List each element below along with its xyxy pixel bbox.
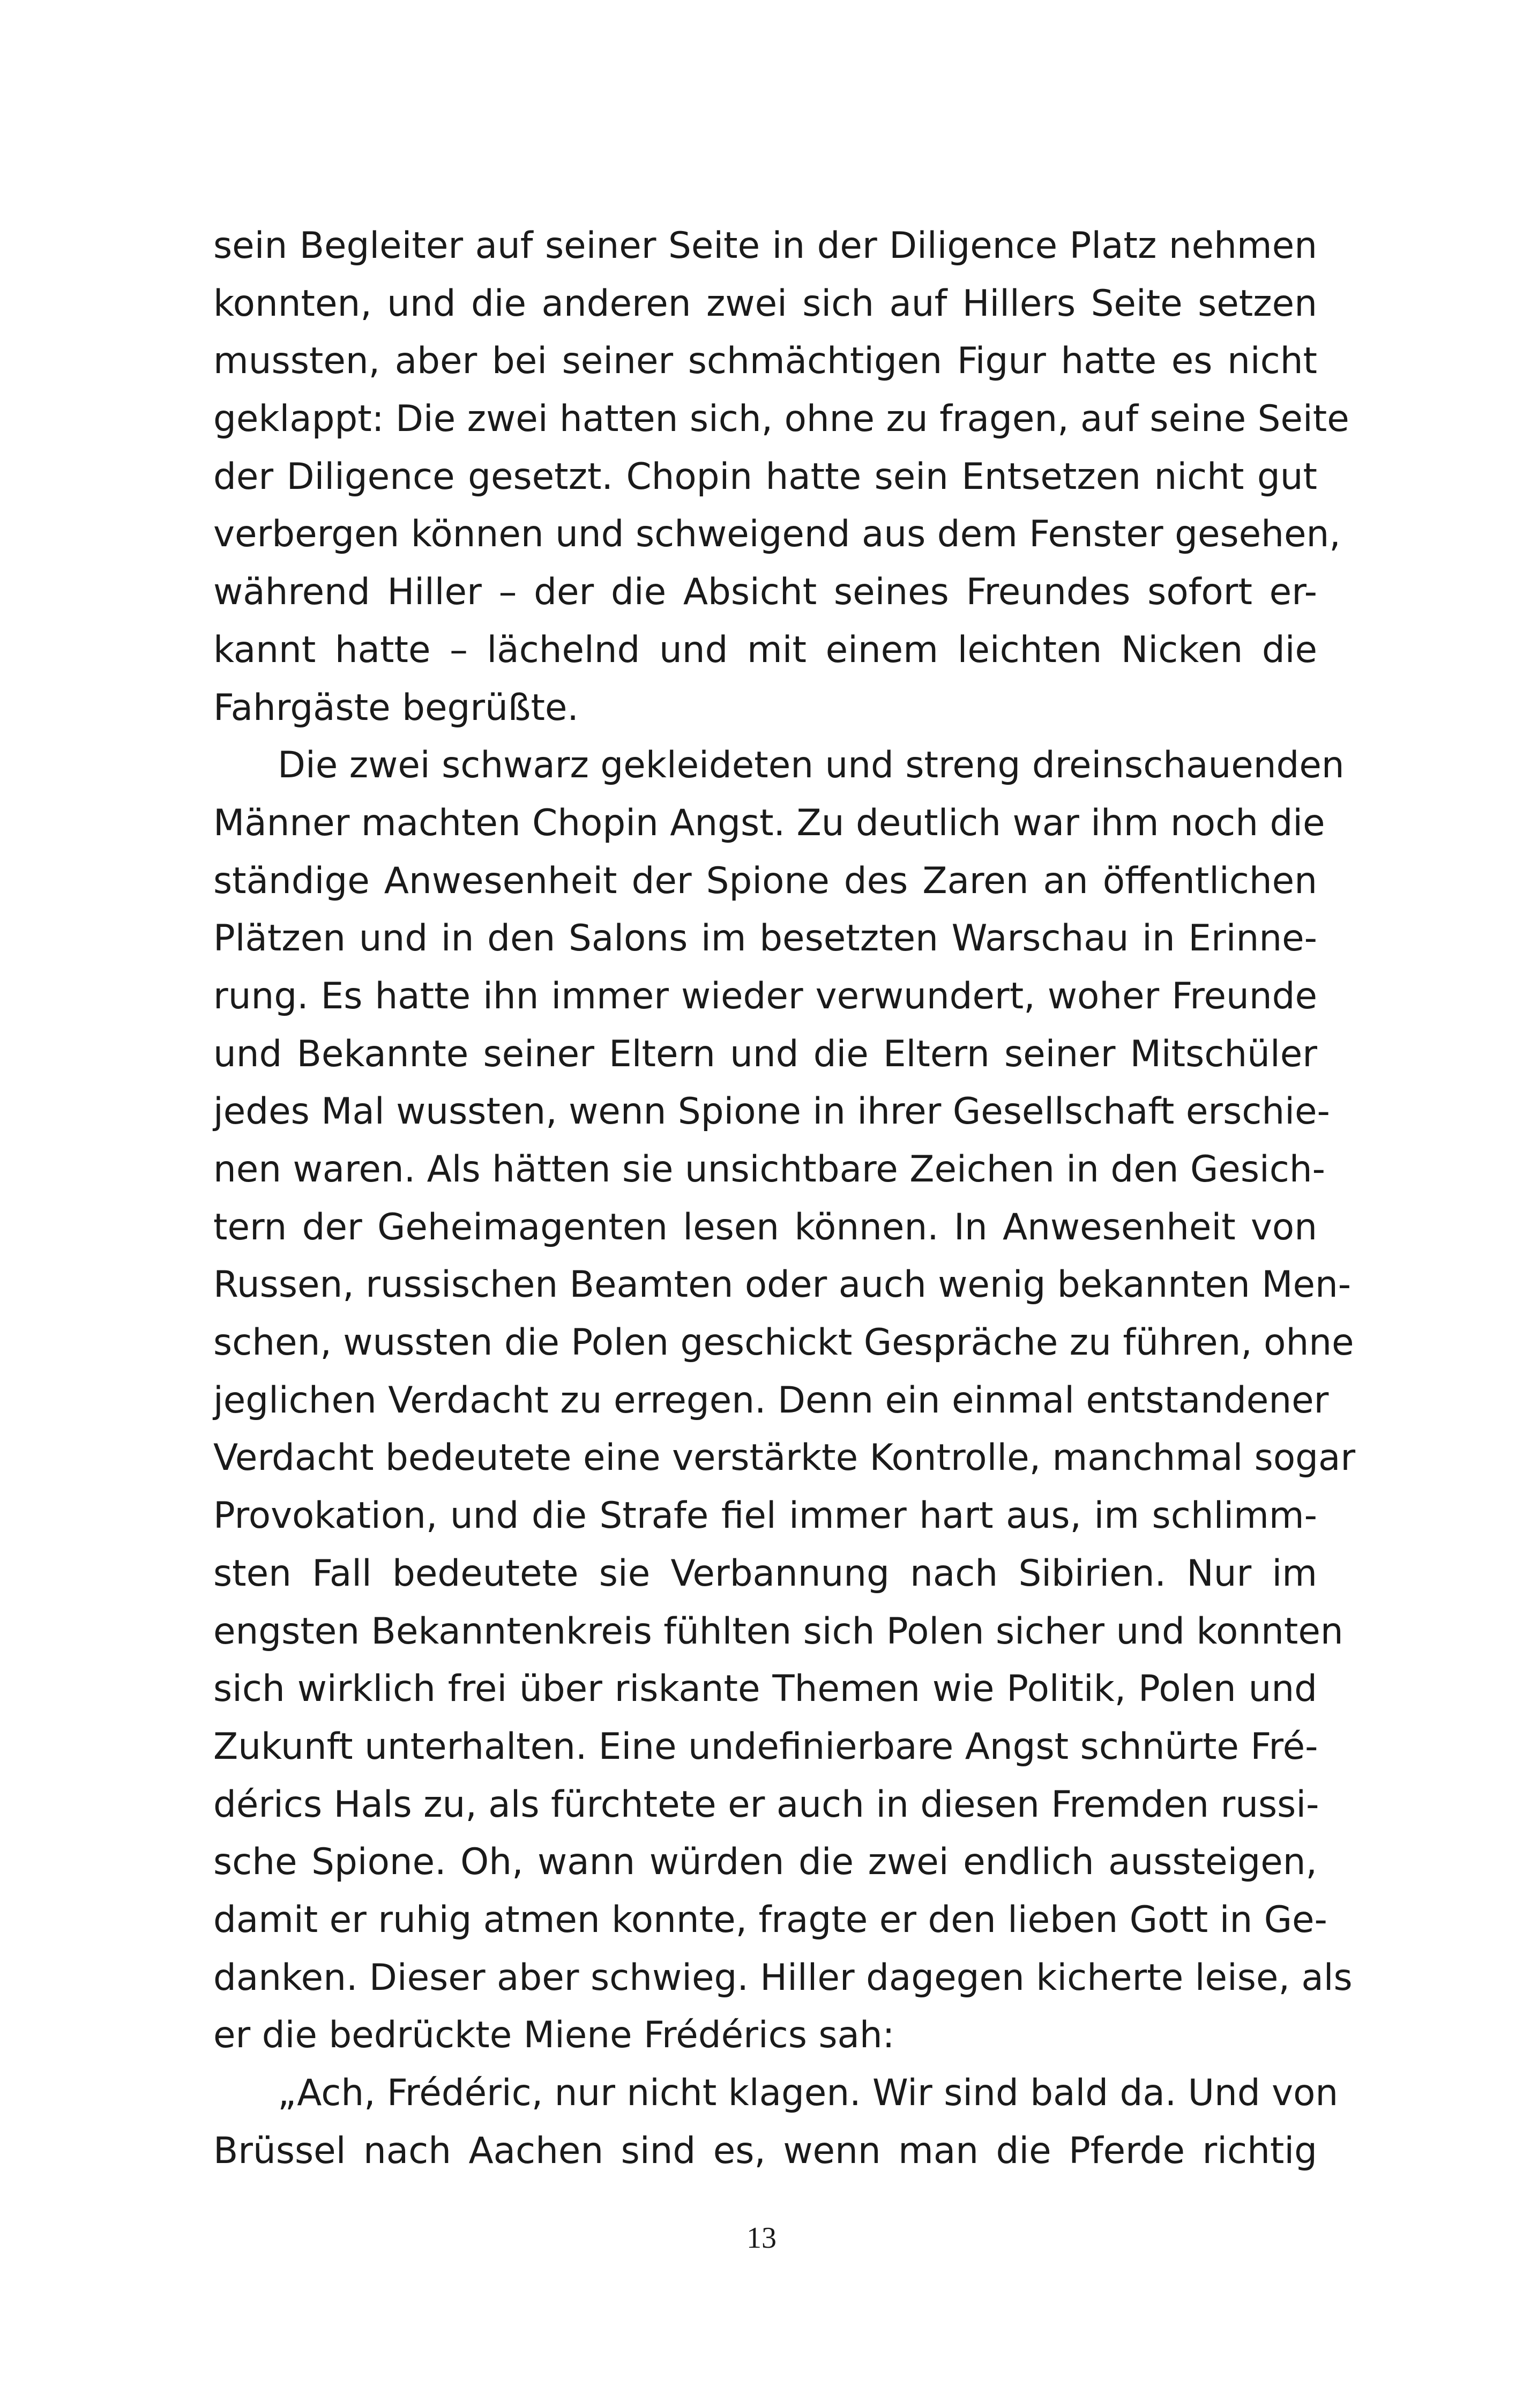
text-line: danken. Dieser aber schwieg. Hiller dagegen kicherte leise, als bbox=[213, 1956, 1353, 1998]
text-line: Provokation, und die Strafe fiel immer hart aus, im schlimm- bbox=[213, 1494, 1317, 1537]
text-line: Verdacht bedeutete eine verstärkte Kontrolle, manchmal sogar bbox=[213, 1436, 1356, 1479]
text-line: damit er ruhig atmen konnte, fragte er den lieben Gott in Ge- bbox=[213, 1898, 1327, 1941]
text-line: geklappt: Die zwei hatten sich, ohne zu fragen, auf seine Seite bbox=[213, 397, 1349, 440]
text-line: und Bekannte seiner Eltern und die Eltern seiner Mitschüler bbox=[213, 1032, 1317, 1075]
text-line: kannt hatte – lächelnd und mit einem leichten Nicken die bbox=[213, 628, 1317, 671]
text-line: sche Spione. Oh, wann würden die zwei endlich aussteigen, bbox=[213, 1840, 1317, 1883]
text-line: engsten Bekanntenkreis fühlten sich Polen sicher und konnten bbox=[213, 1609, 1343, 1652]
paragraph bbox=[213, 2064, 1339, 2179]
text-line: er die bedrückte Miene Frédérics sah: bbox=[213, 2013, 895, 2056]
text-line: konnten, und die anderen zwei sich auf Hillers Seite setzen bbox=[213, 281, 1317, 324]
text-line: ständige Anwesenheit der Spione des Zaren an öffentlichen bbox=[213, 859, 1317, 902]
text-line: Russen, russischen Beamten oder auch wenig bekannten Men- bbox=[213, 1263, 1352, 1306]
paragraph bbox=[213, 736, 1356, 2064]
text-line: rung. Es hatte ihn immer wieder verwundert, woher Freunde bbox=[213, 974, 1317, 1017]
text-line: sein Begleiter auf seiner Seite in der Diligence Platz nehmen bbox=[213, 224, 1317, 266]
paragraph bbox=[213, 217, 1349, 736]
text-line: jedes Mal wussten, wenn Spione in ihrer Gesellschaft erschie- bbox=[213, 1090, 1330, 1133]
text-line: Plätzen und in den Salons im besetzten Warschau in Erinne- bbox=[213, 917, 1317, 960]
text-line: Brüssel nach Aachen sind es, wenn man die Pferde richtig bbox=[213, 2129, 1317, 2172]
text-line: verbergen können und schweigend aus dem Fenster gesehen, bbox=[213, 512, 1341, 555]
text-line: jeglichen Verdacht zu erregen. Denn ein einmal entstandener bbox=[213, 1378, 1329, 1421]
text-line: sten Fall bedeutete sie Verbannung nach Sibirien. Nur im bbox=[213, 1551, 1317, 1594]
text-line: nen waren. Als hätten sie unsichtbare Zeichen in den Gesich- bbox=[213, 1148, 1325, 1190]
text-line: sich wirklich frei über riskante Themen wie Politik, Polen und bbox=[213, 1667, 1317, 1710]
text-line: dérics Hals zu, als fürchtete er auch in diesen Fremden russi- bbox=[213, 1782, 1319, 1825]
text-line: der Diligence gesetzt. Chopin hatte sein Entsetzen nicht gut bbox=[213, 455, 1317, 497]
text-line: Fahrgäste begrüßte. bbox=[213, 686, 579, 729]
text-line: Männer machten Chopin Angst. Zu deutlich war ihm noch die bbox=[213, 801, 1325, 844]
text-line: während Hiller – der die Absicht seines Freundes sofort er- bbox=[213, 570, 1317, 613]
text-line: tern der Geheimagenten lesen können. In Anwesenheit von bbox=[213, 1205, 1317, 1248]
text-line: „Ach, Frédéric, nur nicht klagen. Wir sind bald da. Und von bbox=[278, 2071, 1339, 2114]
body-text bbox=[213, 217, 1356, 2179]
text-line: Zukunft unterhalten. Eine undefinierbare Angst schnürte Fré- bbox=[213, 1725, 1318, 1767]
text-line: Die zwei schwarz gekleideten und streng dreinschauenden bbox=[278, 744, 1345, 786]
page-number: 13 bbox=[746, 2221, 777, 2255]
text-line: schen, wussten die Polen geschickt Gespräche zu führen, ohne bbox=[213, 1321, 1354, 1364]
text-line: mussten, aber bei seiner schmächtigen Figur hatte es nicht bbox=[213, 339, 1317, 382]
